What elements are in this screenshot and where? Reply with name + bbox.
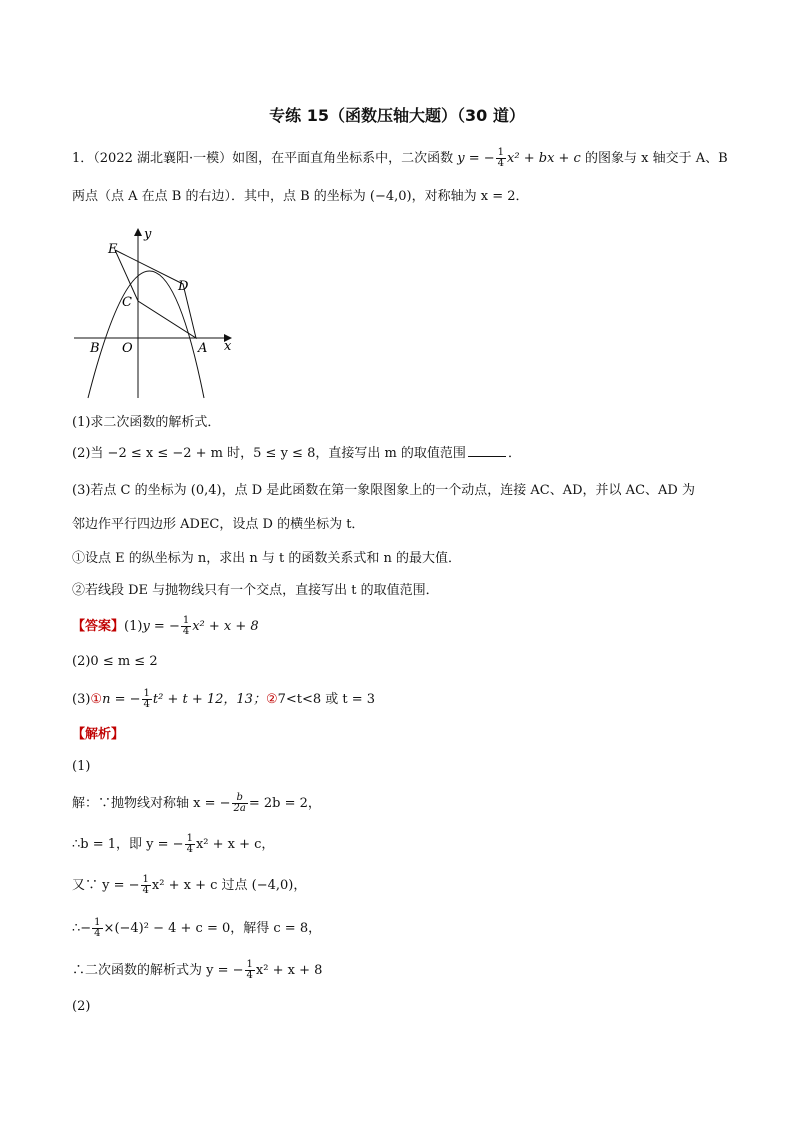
problem-line-1: [72, 148, 728, 169]
analysis-part-1: (1): [72, 759, 91, 774]
question-3-sub-2: ②若线段 DE 与抛物线只有一个交点，直接写出 t 的取值范围．: [72, 583, 439, 598]
fraction: $\frac{1}{4}$: [94, 917, 101, 939]
question-1: (1)求二次函数的解析式．: [72, 415, 221, 430]
equation-part: y = −: [457, 151, 495, 166]
problem-text: 1．（2022 湖北襄阳·一模）如图，在平面直角坐标系中，二次函数: [72, 151, 454, 166]
label-o: O: [122, 341, 133, 356]
analysis-step-1: 解：∵抛物线对称轴 x = − $\frac{b}{2a}$ = 2b = 2，: [72, 792, 321, 814]
question-3-line-2: 邻边作平行四边形 ADEC，设点 D 的横坐标为 t．: [72, 517, 365, 532]
answer-blank: [468, 456, 506, 457]
fraction: $\frac{1}{4}$: [143, 688, 150, 710]
problem-text: 的图象与 x 轴交于 A、B: [584, 151, 728, 166]
fraction: $\frac{1}{4}$: [497, 147, 505, 169]
answer-line-1: 【答案】(1)y = − $\frac{1}{4}$ x² + x + 8: [72, 615, 259, 637]
label-e: E: [108, 242, 118, 257]
y-axis-arrow: [134, 228, 142, 236]
label-y: y: [144, 227, 152, 242]
parallelogram-adec: [115, 250, 196, 338]
analysis-step-4: ∴− $\frac{1}{4}$ ×(−4)² − 4 + c = 0，解得 c = 8，: [72, 917, 322, 939]
analysis-step-3: 又∵ y = − $\frac{1}{4}$ x² + x + c 过点 (−4,0)，: [72, 874, 307, 896]
analysis-step-2: ∴b = 1，即 y = − $\frac{1}{4}$ x² + x + c，: [72, 833, 275, 855]
fraction: $\frac{1}{4}$: [142, 874, 149, 896]
label-c: C: [122, 295, 132, 310]
question-3-sub-1: ①设点 E 的纵坐标为 n，求出 n 与 t 的函数关系式和 n 的最大值．: [72, 551, 462, 566]
answer-line-2: (2)0 ≤ m ≤ 2: [72, 654, 158, 669]
fraction: $\frac{1}{4}$: [246, 959, 253, 981]
question-2: (2)当 −2 ≤ x ≤ −2 + m 时，5 ≤ y ≤ 8，直接写出 m 的取值范围 ．: [72, 446, 521, 461]
analysis-part-2: (2): [72, 999, 91, 1014]
question-3-line-1: (3)若点 C 的坐标为 (0,4)，点 D 是此函数在第一象限图象上的一个动点，连接 AC、AD，并以 AC、AD 为: [72, 483, 695, 498]
page-title: 专练 15（函数压轴大题）（30 道）: [269, 106, 525, 125]
fraction: $\frac{b}{2a}$: [233, 792, 246, 814]
coordinate-figure: [70, 222, 240, 400]
fraction: $\frac{1}{4}$: [186, 833, 193, 855]
label-b: B: [90, 341, 100, 356]
answer-label: 【答案】: [72, 619, 125, 634]
label-x: x: [224, 339, 232, 354]
analysis-step-5: ∴二次函数的解析式为 y = − $\frac{1}{4}$ x² + x + 8: [72, 959, 323, 981]
label-d: D: [178, 279, 189, 294]
fraction: $\frac{1}{4}$: [182, 615, 190, 637]
answer-line-3: (3)①n = − $\frac{1}{4}$ t² + t + 12，13；②7<t<8 或 t = 3: [72, 688, 376, 710]
label-a: A: [198, 341, 208, 356]
equation-part: x² + bx + c: [507, 151, 581, 166]
analysis-label: 【解析】: [72, 727, 125, 742]
problem-line-2: 两点（点 A 在点 B 的右边）．其中，点 B 的坐标为 (−4,0)，对称轴为 x = 2．: [72, 189, 529, 204]
